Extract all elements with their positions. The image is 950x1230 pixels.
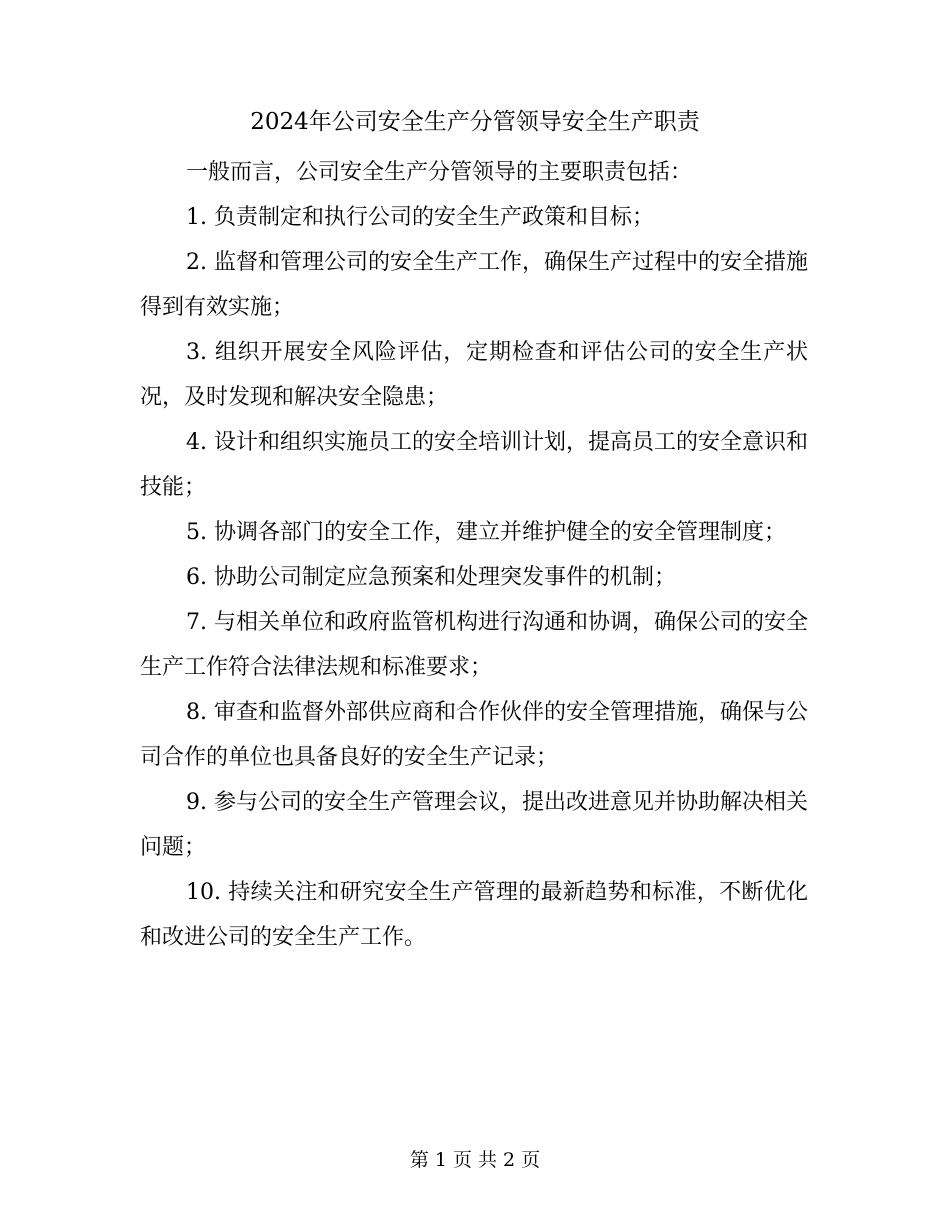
duty-item-6: 6. 协助公司制定应急预案和处理突发事件的机制； <box>186 565 676 590</box>
page-number-footer: 第 1 页 共 2 页 <box>409 1149 541 1171</box>
intro-paragraph: 一般而言，公司安全生产分管领导的主要职责包括： <box>186 160 693 185</box>
document-body <box>140 150 808 960</box>
duty-item-5: 5. 协调各部门的安全工作，建立并维护健全的安全管理制度； <box>186 520 786 545</box>
duty-item-10: 10. 持续关注和研究安全生产管理的最新趋势和标准，不断优化和改进公司的安全生产工作。 <box>140 880 808 950</box>
duty-item-7: 7. 与相关单位和政府监管机构进行沟通和协调，确保公司的安全生产工作符合法律法规和标准要求； <box>140 610 808 680</box>
duty-item-1: 1. 负责制定和执行公司的安全生产政策和目标； <box>186 205 654 230</box>
duty-item-9: 9. 参与公司的安全生产管理会议，提出改进意见并协助解决相关问题； <box>140 790 808 860</box>
duty-item-2: 2. 监督和管理公司的安全生产工作，确保生产过程中的安全措施得到有效实施； <box>140 250 808 320</box>
duty-item-3: 3. 组织开展安全风险评估，定期检查和评估公司的安全生产状况，及时发现和解决安全隐患； <box>140 340 808 410</box>
duty-item-4: 4. 设计和组织实施员工的安全培训计划，提高员工的安全意识和技能； <box>140 430 808 500</box>
document-title: 2024年公司安全生产分管领导安全生产职责 <box>250 109 700 135</box>
duty-item-8: 8. 审查和监督外部供应商和合作伙伴的安全管理措施，确保与公司合作的单位也具备良好的安全生产记录； <box>140 700 808 770</box>
